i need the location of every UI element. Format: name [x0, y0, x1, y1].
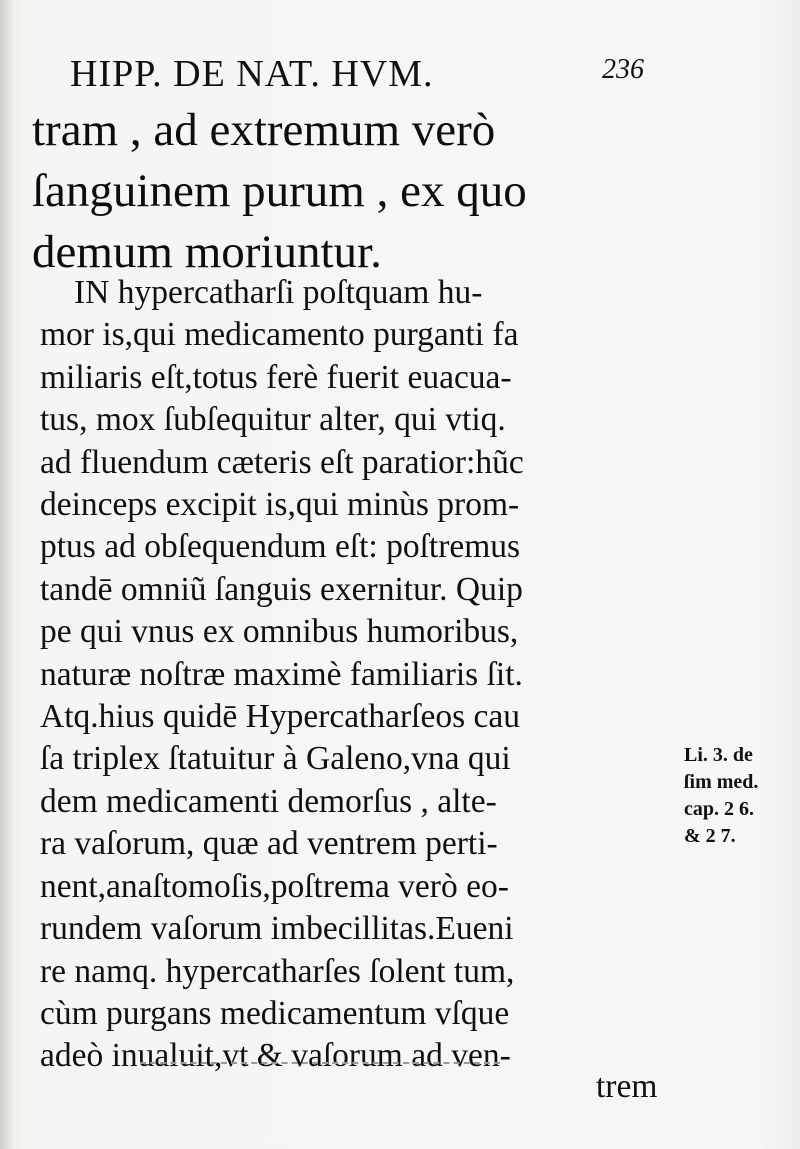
lead-line: demum moriuntur. — [32, 226, 382, 278]
page-header — [70, 52, 650, 102]
body-line: naturæ noſtræ maximè familiaris ſit. — [40, 655, 523, 693]
body-line: Atq.hius quidē Hypercatharſeos cau — [40, 698, 521, 736]
body-line: ra vaſorum, quæ ad ventrem perti- — [40, 825, 498, 863]
body-line: mor is,qui medicamento purganti fa — [40, 316, 519, 354]
body-line: tandē omniũ ſanguis exernitur. Quip — [40, 570, 523, 608]
body-line: ad fluendum cæteris eſt paratior:hũc — [40, 443, 524, 481]
body-line: pe qui vnus ex omnibus humoribus, — [40, 613, 519, 651]
body-line: cùm purgans medicamentum vſque — [40, 994, 510, 1032]
print-bleed-mark — [140, 1062, 500, 1066]
page-number: 236 — [602, 54, 644, 85]
body-line: rundem vaſorum imbecillitas.Eueni — [40, 910, 514, 948]
marginal-citation — [684, 742, 794, 850]
body-line: ſa triplex ſtatuitur à Galeno,vna qui — [40, 740, 511, 778]
body-paragraph — [40, 272, 680, 1078]
margin-note-line: cap. 2 6. — [684, 798, 754, 820]
margin-note-line: & 2 7. — [684, 825, 736, 847]
body-line: deinceps excipit is,qui minùs prom- — [40, 486, 520, 524]
catchword: trem — [596, 1068, 658, 1105]
body-line: re namq. hypercatharſes ſolent tum, — [40, 952, 515, 990]
body-line: ptus ad obſequendum eſt: poſtremus — [40, 528, 521, 566]
lead-text-block — [32, 100, 672, 283]
body-line: IN hypercatharſi poſtquam hu- — [74, 274, 483, 311]
body-line: nent,anaſtomoſis,poſtrema verò eo- — [40, 867, 509, 905]
running-title: HIPP. DE NAT. HVM. — [70, 53, 434, 95]
body-line: miliaris eſt,totus ferè fuerit euacua- — [40, 358, 512, 396]
body-line: tus, mox ſubſequitur alter, qui vtiq. — [40, 401, 506, 439]
margin-note-line: Li. 3. de — [684, 744, 753, 766]
body-line: adeò inualuit,vt & vaſorum ad ven- — [40, 1037, 511, 1075]
body-line: dem medicamenti demorſus , alte- — [40, 782, 497, 820]
lead-line: ſanguinem purum , ex quo — [32, 165, 527, 217]
margin-note-line: ſim med. — [684, 771, 759, 793]
page-spine-shadow — [0, 0, 14, 1149]
lead-line: tram , ad extremum verò — [32, 104, 496, 156]
